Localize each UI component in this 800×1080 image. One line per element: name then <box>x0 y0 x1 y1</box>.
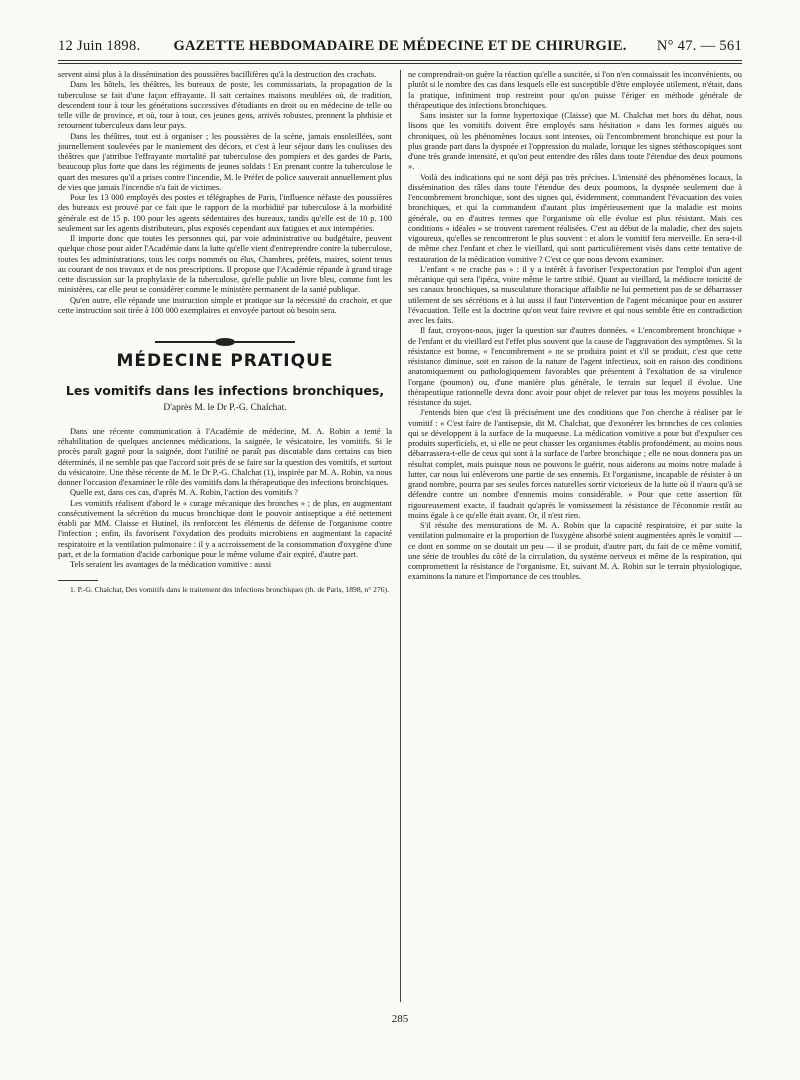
header-date: 12 Juin 1898. <box>58 38 141 54</box>
paragraph: Quelle est, dans ces cas, d'après M. A. Robin, l'action des vomitifs ? <box>70 488 298 498</box>
paragraph: ne comprendrait-on guère la réaction qu'elle a suscitée, si l'on n'en connaissait les inconvénients, ou plutôt si le nombre des cas dans lesquels elle est susceptible d'être employée utilement, n'était, dans la pratique, infiniment trop restreint pour qu'on puisse l'ériger en méthode générale de thérapeutique des infections bronchiques. <box>408 70 742 110</box>
paragraph: Qu'en outre, elle répande une instruction simple et pratique sur la nécessité du crachoir, et que cette instruction soit tirée à 100 000 exemplaires et envoyée partout où besoin sera. <box>58 295 392 315</box>
paragraph: Dans les hôtels, les théâtres, les bureaux de poste, les commissariats, la propagation de la tuberculose se fait d'une façon effrayante. Il sait certaines maisons meublées où, de tradition, descendent tour à tour les générations successives d'étudiants en droit ou en médecine de telle ou telle ville de province, et où, tour à tour, ces jeunes gens, arrivés robustes, prennent la phthisie et retournent tuberculeux dans leur pays. <box>58 80 392 131</box>
header-journal-title: GAZETTE HEBDOMADAIRE DE MÉDECINE ET DE CHIRURGIE. <box>173 38 627 54</box>
paragraph: S'il résulte des mensurations de M. A. Robin que la capacité respiratoire, et par suite la ventilation pulmonaire et la proportion de l'oxygène absorbé soient augmentées après le vomitif — ce dont en somme on se doutait un peu — il se produit, d'autre part, du fait de ce même vomitif, une série de troubles du côté de la circulation, du système nerveux et même de la respiration, qui compromettent la résistance de l'organisme. Et, suivant M. A. Robin sur le terrain physiologique, examinons la nature et l'importance de ces troubles. <box>408 521 742 582</box>
left-column <box>58 70 392 595</box>
journal-page <box>58 34 742 595</box>
paragraph: Il faut, croyons-nous, juger la question sur d'autres données. « L'encombrement bronchique » de l'enfant et du vieillard est l'effet plus souvent que la cause de l'aggravation des symptômes. Si la résistance est bonne, « l'encombrement » ne se produira point et s'il se produit, c'est que cette résistance diminue, soit en raison de la nature de l'agent infectieux, soit en raison des conditions anatomiquement ou pathologiquement favorables que présentent à l'exaltation de sa virulence l'organe (poumon) ou, d'une manière plus générale, le terrain sur lequel il évolue. Une thérapeutique rationnelle devra donc avoir pour objet de relever par tous les moyens possibles la résistance du sujet. <box>408 326 742 407</box>
paragraph: Dans les théâtres, tout est à organiser ; les poussières de la scène, jamais ensoleillées, sont journellement soulevées par le maniement des décors, et c'est à leur séjour dans les coulisses des théâtres que j'attribue l'effrayante mortalité par tuberculose des pompiers et des gardes de Paris, beaucoup plus forte que dans les régiments de jeunes soldats ! En prenant contre la tuberculose le quart des mesures qu'il a prises contre l'incendie, M. le Préfet de police sauverait annuellement plus de vies que jamais l'incendie n'a fait de victimes. <box>58 131 392 192</box>
paragraph: Voilà des indications qui ne sont déjà pas très précises. L'intensité des phénomènes locaux, la dissémination des râles dans toute l'étendue des deux poumons, la dyspnée seulement due à l'encombrement bronchique, sont des signes qui, évidemment, commandent l'évacuation des voies bronchiques, et qui la commandent d'autant plus impérieusement que la maladie est moins générale, ou en d'autres termes que l'organisme où elle évolue est plus résistant. Mais ces conditions « idéales » se trouvent rarement réalisées. C'est au début de la maladie, chez des sujets vigoureux, qu'elles se rencontreront le plus souvent : et alors le vomitif fera merveille. En sera-t-il de même chez l'enfant et chez le vieillard, qui sont particulièrement visés dans cette tentative de restauration de la médication vomitive ? C'est ce que nous devons examiner. <box>408 172 742 264</box>
article-byline: D'après M. le Dr P.-G. Chalchat. <box>163 402 287 413</box>
paragraph: Pour les 13 000 employés des postes et télégraphes de Paris, l'influence néfaste des poussières des bureaux est prouvé par ce fait que le rapport de la morbidité par tuberculose à la morbidité générale est de 15 p. 100 pour les agents sédentaires des bureaux, tandis qu'elle est de 10 p. 100 seulement sur les agents distributeurs, plus exposés cependant aux fatigues et aux intempéries. <box>58 193 392 233</box>
section-title: MÉDECINE PRATIQUE <box>116 351 334 371</box>
paragraph: L'enfant « ne crache pas » : il y a intérêt à favoriser l'expectoration par l'emploi d'un agent mécanique qui sera l'ipéca, voire même le tartre stibié. Quant au vieillard, la médiocre tonicité de ses canaux bronchiques, sa musculature thoracique affaiblie ne lui permettent pas de se débarrasser utilement de ses sécrétions et à lui aussi il faut l'intervention de l'agent mécanique pour en assurer l'évacuation. Telle est la doctrine qu'on veut faire revivre et qui nous semble être en contradiction avec les faits. <box>408 264 742 325</box>
paragraph: Dans une récente communication à l'Académie de médecine, M. A. Robin a tenté la réhabilitation de quelques anciennes médications, la saignée, le vésicatoire, les vomitifs. Si le procès paraît gagné pour la saignée, dont l'utilité ne paraît pas discutable dans certains cas bien déterminés, il ne semble pas que l'accord soit près de se faire sur la question des vomitifs, et surtout du vésicatoire. Une thèse récente de M. le Dr P.-G. Chalchat (1), inspirée par M. A. Robin, va nous donner l'occasion d'examiner le rôle des vomitifs dans la thérapeutique des infections bronchiques. <box>58 426 392 487</box>
footnote: 1. P.-G. Chalchat, Des vomitifs dans le traitement des infections bronchiques (th. de Paris, 1898, n° 276). <box>70 585 389 595</box>
header-issue-page: N° 47. — 561 <box>656 38 742 54</box>
section-ornament <box>155 338 295 346</box>
paragraph: J'entends bien que c'est là précisément une des conditions que l'on cherche à réaliser par le vomitif : « C'est faire de l'antisepsie, dit M. Chalchat, que d'exonérer les bronches de ces colonies qui se développent à la surface de la muqueuse. La médication vomitive a pour but d'expulser ces produits superficiels, et, si elle ne peut chasser les organismes établis profondément, au moins nous débarrassera-t-elle de ceux qui sont à la surface de l'arbre bronchique ; elle ne nous donnera pas un résultat complet, mais puisque nous ne pouvons le guérir, nous aiderons au moins notre malade à lutter, car nous lui enlèverons une partie de ses ennemis. Et l'organisme, incapable de résister à un grand nombre, pourra par ses seules forces naturelles sortir victorieux de la lutte où il n'aura qu'à se défendre contre un nombre d'ennemis moins considérable. » Pour que cette assertion fût rigoureusement exacte, il faudrait qu'après le vomissement la résistance de l'économie restât au moins égale à ce qu'elle était avant. Or, il n'est rien. <box>408 408 742 520</box>
ornament-bar-right <box>235 341 295 343</box>
footnote-rule <box>58 580 98 581</box>
page-number: 285 <box>391 1013 409 1025</box>
column-divider <box>400 70 401 1002</box>
ornament-center <box>215 338 235 346</box>
paragraph: Sans insister sur la forme hypertoxique (Claisse) que M. Chalchat met hors du débat, nous lisons que les vomitifs doivent être employés sans hésitation « dans les formes aiguës ou chroniques, où les phénomènes locaux sont intenses, où l'encombrement bronchique est pour la plus grande part dans la dyspnée et l'oppression du malade, lorsque les signes stéthoscopiques sont d'une très grande intensité, et qu'on peut entendre des râles dans toute l'étendue des deux poumons ». <box>408 111 742 172</box>
paragraph: Les vomitifs réalisent d'abord le « curage mécanique des bronches » ; de plus, en augmentant consécutivement la sécrétion du mucus bronchique dont le pouvoir antiseptique a été nettement établi par MM. Claisse et Hutinel, ils renforcent les éléments de défense de l'organisme contre l'infection ; enfin, ils favorisent l'oxydation des produits microbiens en augmentant la capacité respiratoire et la ventilation pulmonaire : il y a accroissement de la consommation d'oxygène d'une part, et de la formation d'acide carbonique pour le même volume d'air expiré, d'autre part. <box>58 498 392 559</box>
header-double-rule <box>58 61 742 64</box>
running-header <box>58 34 742 61</box>
article-title: Les vomitifs dans les infections bronchiques, <box>65 383 385 399</box>
ornament-bar-left <box>155 341 215 343</box>
paragraph: servent ainsi plus à la dissémination des poussières bacillifères qu'à la destruction des crachats. <box>58 70 377 79</box>
paragraph: Tels seraient les avantages de la médication vomitive : aussi <box>70 560 272 569</box>
right-column <box>408 70 742 583</box>
paragraph: Il importe donc que toutes les personnes qui, par voie administrative ou budgétaire, peuvent quelque chose pour aider l'Académie dans la lutte qu'elle vient d'entreprendre contre la tuberculose, toutes les administrations, tous les corps nommés ou élus, Chambres, préfets, maires, soient tenus au courant de nos travaux et de nos prescriptions. Il propose que l'Académie répande à grand tirage cette discussion sur la prophylaxie de la tuberculose, qu'elle publie un livre bleu, comme font les ministères, car elle peut se considérer comme le ministère permanent de la santé publique. <box>58 234 392 295</box>
